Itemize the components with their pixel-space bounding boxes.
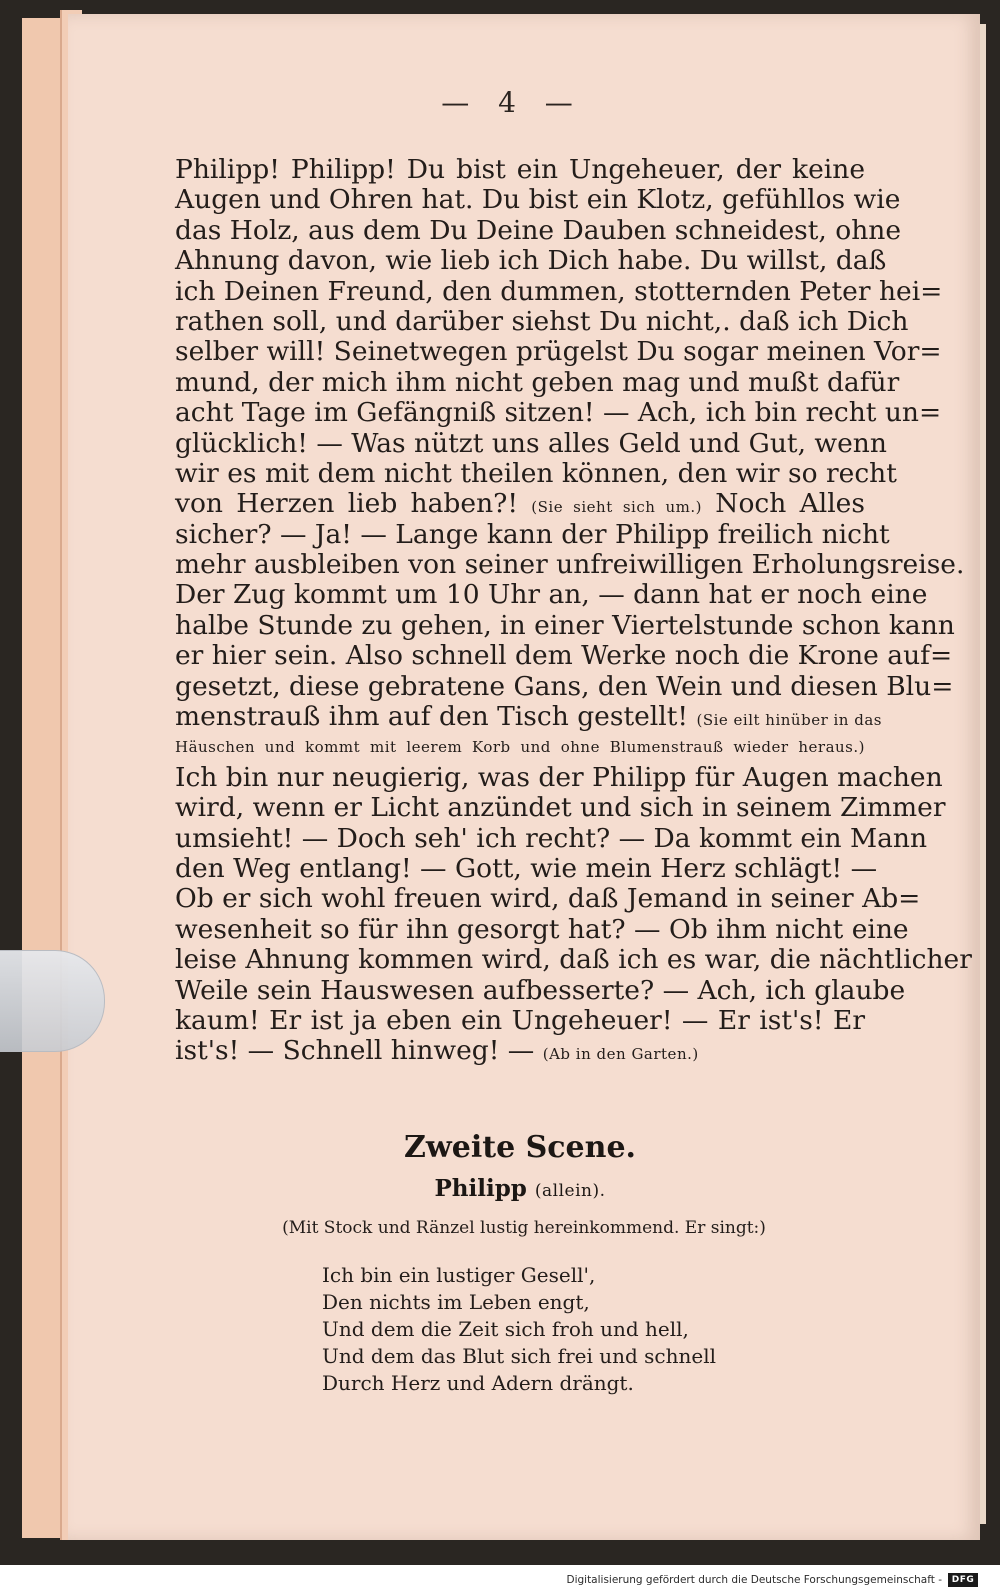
verse-line: Und dem das Blut sich frei und schnell: [322, 1344, 717, 1368]
text-line: er hier sein. Also schnell dem Werke noch die Krone auf=: [175, 640, 953, 672]
text-line: Der Zug kommt um 10 Uhr an, — dann hat er noch eine: [175, 579, 928, 611]
text-line: Weile sein Hauswesen aufbesserte? — Ach, ich glaube: [175, 974, 906, 1006]
monologue-text: [175, 154, 972, 1067]
text-line: Ob er sich wohl freuen wird, daß Jemand in seiner Ab=: [175, 883, 921, 915]
song-verse: [322, 1262, 716, 1397]
text-line: rathen soll, und darüber siehst Du nicht,. daß ich Dich: [175, 305, 909, 337]
scene-title: Zweite Scene.: [404, 1130, 636, 1165]
text-line: selber will! Seinetwegen prügelst Du sogar meinen Vor=: [175, 336, 942, 368]
text-line: sicher? — Ja! — Lange kann der Philipp freilich nicht: [175, 518, 890, 550]
verse-line: Ich bin ein lustiger Gesell',: [322, 1263, 596, 1287]
speaker-heading: [0, 1175, 1000, 1202]
text-line: das Holz, aus dem Du Deine Dauben schneidest, ohne: [175, 214, 902, 246]
text-fragment: von Herzen lieb haben?!: [175, 488, 518, 520]
speaker-name: Philipp: [434, 1175, 527, 1202]
speaker-note: (allein).: [534, 1181, 606, 1201]
text-line-with-direction: [175, 701, 882, 733]
text-line: gesetzt, diese gebratene Gans, den Wein und diesen Blu=: [175, 670, 954, 702]
text-line: umsieht! — Doch seh' ich recht? — Da kommt ein Mann: [175, 822, 928, 854]
text-line-with-direction: [175, 1036, 865, 1066]
text-line: wird, wenn er Licht anzündet und sich in seinem Zimmer: [175, 792, 946, 824]
stage-direction: (Sie sieht sich um.): [531, 498, 703, 517]
text-line: halbe Stunde zu gehen, in einer Viertelstunde schon kann: [175, 609, 955, 641]
text-line: Ich bin nur neugierig, was der Philipp für Augen machen: [175, 761, 943, 793]
text-line: den Weg entlang! — Gott, wie mein Herz schlägt! —: [175, 852, 878, 884]
stage-direction: (Ab in den Garten.): [542, 1045, 699, 1064]
text-line-with-direction: [175, 489, 865, 519]
stage-direction: Häuschen und kommt mit leerem Korb und ohne Blumenstrauß wieder heraus.): [175, 738, 865, 757]
footer-bar: [0, 1565, 1000, 1596]
text-fragment: menstrauß ihm auf den Tisch gestellt!: [175, 701, 689, 733]
text-line: ich Deinen Freund, den dummen, stotternden Peter hei=: [175, 275, 943, 307]
text-line: Augen und Ohren hat. Du bist ein Klotz, gefühllos wie: [175, 184, 901, 216]
dfg-logo: DFG: [948, 1573, 978, 1587]
text-line: wir es mit dem nicht theilen können, den wir so recht: [175, 457, 897, 489]
text-line: wesenheit so für ihn gesorgt hat? — Ob ihm nicht eine: [175, 913, 909, 945]
stage-direction: (Mit Stock und Ränzel lustig hereinkommend. Er singt:): [282, 1218, 766, 1238]
verse-line: Den nichts im Leben engt,: [322, 1290, 590, 1314]
text-fragment: Noch Alles: [715, 488, 865, 520]
text-line: leise Ahnung kommen wird, daß ich es war, die nächtlicher: [175, 944, 972, 976]
page-number: — 4 —: [441, 86, 583, 119]
verse-line: Und dem die Zeit sich froh und hell,: [322, 1317, 689, 1341]
text-line: Ahnung davon, wie lieb ich Dich habe. Du willst, daß: [175, 245, 887, 277]
text-line: kaum! Er ist ja eben ein Ungeheuer! — Er ist's! Er: [175, 1004, 865, 1036]
stage-direction: (Sie eilt hinüber in das: [696, 711, 882, 730]
page-clip: [0, 950, 105, 1052]
text-line: Philipp! Philipp! Du bist ein Ungeheuer, der keine: [175, 154, 865, 185]
text-line: acht Tage im Gefängniß sitzen! — Ach, ich bin recht un=: [175, 397, 942, 429]
text-line: mund, der mich ihm nicht geben mag und mußt dafür: [175, 366, 900, 398]
funding-credit: Digitalisierung gefördert durch die Deutsche Forschungsgemeinschaft -: [566, 1574, 942, 1586]
text-line: mehr ausbleiben von seiner unfreiwilligen Erholungsreise.: [175, 549, 965, 581]
text-fragment: ist's! — Schnell hinweg! —: [175, 1035, 535, 1067]
verse-line: Durch Herz und Adern drängt.: [322, 1371, 634, 1395]
text-line: glücklich! — Was nützt uns alles Geld und Gut, wenn: [175, 427, 887, 459]
